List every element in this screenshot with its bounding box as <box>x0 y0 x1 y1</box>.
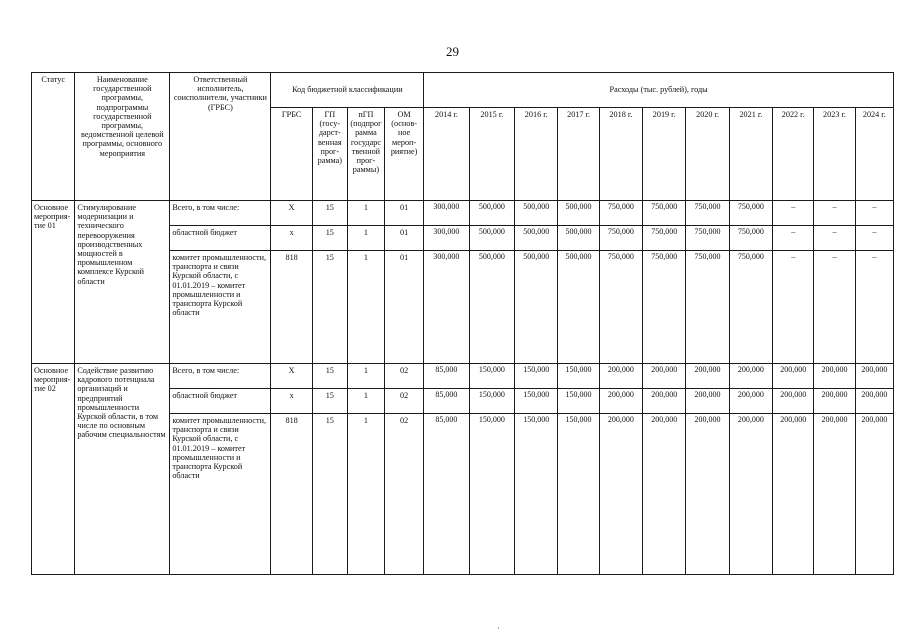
row-value: – <box>773 226 814 251</box>
row-om: 02 <box>385 389 424 414</box>
row-value: 150,000 <box>515 364 558 389</box>
row-value: 150,000 <box>515 414 558 575</box>
scan-mark: · <box>497 624 500 633</box>
row-value: – <box>855 226 893 251</box>
row-value: 750,000 <box>686 201 729 226</box>
row-value: – <box>855 251 893 364</box>
row-value: 85,000 <box>424 414 469 575</box>
row-om: 01 <box>385 201 424 226</box>
page-number: 29 <box>446 44 459 59</box>
row-value: 500,000 <box>558 201 599 226</box>
row-value: 750,000 <box>599 226 642 251</box>
row-value: 750,000 <box>643 251 686 364</box>
header-year: 2023 г. <box>814 108 855 201</box>
row-value: 200,000 <box>814 389 855 414</box>
row-value: 200,000 <box>599 364 642 389</box>
row-pgp: 1 <box>347 201 384 226</box>
row-status: Основное мероприя-тие 01 <box>32 201 75 364</box>
row-value: – <box>855 201 893 226</box>
row-value: 150,000 <box>558 389 599 414</box>
row-value: 150,000 <box>558 414 599 575</box>
header-gp: ГП (госу-дарст-венная прог-рамма) <box>312 108 347 201</box>
header-om: ОМ (основ-ное мероп-риятие) <box>385 108 424 201</box>
row-om: 01 <box>385 226 424 251</box>
row-value: 750,000 <box>729 226 772 251</box>
row-gp: 15 <box>312 364 347 389</box>
header-grbs: ГРБС <box>271 108 312 201</box>
row-grbs: 818 <box>271 414 312 575</box>
row-value: 750,000 <box>643 226 686 251</box>
row-grbs: x <box>271 389 312 414</box>
header-row-top <box>32 73 894 108</box>
row-om: 02 <box>385 414 424 575</box>
row-program-name: Стимулирование модернизации и технического перевооружения производственных мощностей в промышленном комплексе Курской области <box>75 201 170 364</box>
row-value: 200,000 <box>855 364 893 389</box>
row-value: 500,000 <box>558 251 599 364</box>
row-program-name: Содействие развитию кадрового потенциала организаций и предприятий промышленности Курской области, в том числе по основным рабочим специальностям <box>75 364 170 575</box>
row-responsible: комитет промышленности, транспорта и связи Курской области, с 01.01.2019 – комитет промышленности и транспорта Курской области <box>170 414 271 575</box>
header-year: 2019 г. <box>643 108 686 201</box>
header-year: 2018 г. <box>599 108 642 201</box>
row-value: 150,000 <box>558 364 599 389</box>
row-pgp: 1 <box>347 414 384 575</box>
row-value: 150,000 <box>515 389 558 414</box>
row-value: 200,000 <box>686 364 729 389</box>
row-om: 01 <box>385 251 424 364</box>
header-year: 2017 г. <box>558 108 599 201</box>
header-pgp: пГП (подпрог рамма государс твенной прог-раммы) <box>347 108 384 201</box>
row-value: 750,000 <box>643 201 686 226</box>
row-value: 85,000 <box>424 389 469 414</box>
table-row <box>32 364 894 389</box>
row-value: 500,000 <box>515 251 558 364</box>
row-value: – <box>773 251 814 364</box>
row-gp: 15 <box>312 251 347 364</box>
row-value: 150,000 <box>469 414 514 575</box>
row-value: – <box>814 201 855 226</box>
row-pgp: 1 <box>347 389 384 414</box>
row-value: 300,000 <box>424 251 469 364</box>
row-value: 750,000 <box>729 201 772 226</box>
table-row <box>32 201 894 226</box>
row-grbs: X <box>271 201 312 226</box>
row-value: 85,000 <box>424 364 469 389</box>
row-value: 300,000 <box>424 201 469 226</box>
header-name: Наименование государственной программы, подпрограммы государственной программы, ведомственной целевой программы, основного мероприятия <box>75 73 170 201</box>
row-value: 200,000 <box>855 414 893 575</box>
row-value: 150,000 <box>469 389 514 414</box>
header-status: Статус <box>32 73 75 201</box>
row-gp: 15 <box>312 389 347 414</box>
row-value: 200,000 <box>773 389 814 414</box>
row-grbs: X <box>271 364 312 389</box>
row-grbs: 818 <box>271 251 312 364</box>
row-value: 500,000 <box>469 226 514 251</box>
header-year: 2024 г. <box>855 108 893 201</box>
row-value: 200,000 <box>814 414 855 575</box>
row-responsible: Всего, в том числе: <box>170 364 271 389</box>
row-value: 200,000 <box>773 414 814 575</box>
row-value: 500,000 <box>469 251 514 364</box>
row-om: 02 <box>385 364 424 389</box>
row-responsible: Всего, в том числе: <box>170 201 271 226</box>
row-value: 200,000 <box>686 414 729 575</box>
row-value: 200,000 <box>643 414 686 575</box>
row-value: 300,000 <box>424 226 469 251</box>
row-value: 500,000 <box>558 226 599 251</box>
row-pgp: 1 <box>347 251 384 364</box>
row-value: 200,000 <box>729 364 772 389</box>
budget-table <box>31 72 894 575</box>
row-value: 200,000 <box>855 389 893 414</box>
row-pgp: 1 <box>347 364 384 389</box>
row-value: 200,000 <box>773 364 814 389</box>
header-budget-code: Код бюджетной классификации <box>271 73 424 108</box>
row-value: 200,000 <box>643 389 686 414</box>
row-value: 200,000 <box>729 389 772 414</box>
row-value: 500,000 <box>469 201 514 226</box>
row-value: 150,000 <box>469 364 514 389</box>
row-value: 750,000 <box>599 201 642 226</box>
row-value: 200,000 <box>643 364 686 389</box>
row-gp: 15 <box>312 226 347 251</box>
row-gp: 15 <box>312 201 347 226</box>
row-value: 750,000 <box>729 251 772 364</box>
row-value: 750,000 <box>686 251 729 364</box>
row-value: 200,000 <box>599 414 642 575</box>
row-value: 200,000 <box>814 364 855 389</box>
row-value: 200,000 <box>686 389 729 414</box>
row-value: – <box>773 201 814 226</box>
row-value: 500,000 <box>515 201 558 226</box>
row-responsible: комитет промышленности, транспорта и связи Курской области, с 01.01.2019 – комитет промышленности и транспорта Курской области <box>170 251 271 364</box>
header-year: 2015 г. <box>469 108 514 201</box>
header-year: 2021 г. <box>729 108 772 201</box>
header-year: 2022 г. <box>773 108 814 201</box>
row-value: 200,000 <box>599 389 642 414</box>
header-year: 2014 г. <box>424 108 469 201</box>
row-grbs: x <box>271 226 312 251</box>
row-value: 750,000 <box>599 251 642 364</box>
row-status: Основное мероприя-тие 02 <box>32 364 75 575</box>
row-value: 750,000 <box>686 226 729 251</box>
row-responsible: областной бюджет <box>170 226 271 251</box>
row-responsible: областной бюджет <box>170 389 271 414</box>
header-expenses: Расходы (тыс. рублей), годы <box>424 73 894 108</box>
header-responsible: Ответственный исполнитель, соисполнители, участники (ГРБС) <box>170 73 271 201</box>
row-value: – <box>814 251 855 364</box>
row-value: 200,000 <box>729 414 772 575</box>
row-value: – <box>814 226 855 251</box>
row-pgp: 1 <box>347 226 384 251</box>
row-gp: 15 <box>312 414 347 575</box>
header-year: 2020 г. <box>686 108 729 201</box>
header-year: 2016 г. <box>515 108 558 201</box>
row-value: 500,000 <box>515 226 558 251</box>
